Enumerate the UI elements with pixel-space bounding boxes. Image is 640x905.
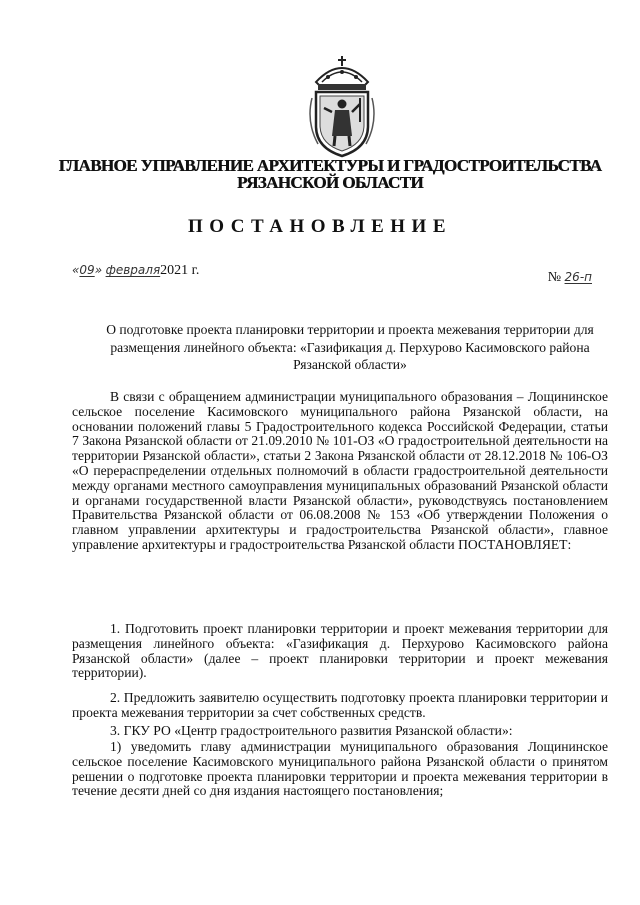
- clause-2: 2. Предложить заявителю осуществить подготовку проекта планировки территории и проекта межевания территории за счет собственных средств.: [72, 690, 608, 720]
- date-month: февраля: [105, 263, 161, 277]
- preamble-paragraph: В связи с обращением администрации муниципального образования – Лощининское сельское поселение Касимовского муниципального района Рязанской области, на основании положений главы 5 Градостроительного кодекса Российской Федерации, статьи 7 Закона Рязанской области от 21.09.2010 № 101-ОЗ «О градостроительной деятельности на территории Рязанской области», статьи 2 Закона Рязанской области от 28.12.2018 № 106-ОЗ «О перераспределении отдельных полномочий в области градостроительной деятельности между органами местного самоуправления муниципальных образований Рязанской области и органами государственной власти Рязанской области», руководствуясь постановлением Правительства Рязанской области от 06.08.2008 № 153 «Об утверждении Положения о главном управлении архитектуры и градостроительства Рязанской области», главное управление архитектуры и градостроительства Рязанской области ПОСТАНОВЛЯЕТ:: [72, 389, 608, 552]
- number-value: 26-п: [564, 270, 592, 284]
- organization-name-line1: ГЛАВНОЕ УПРАВЛЕНИЕ АРХИТЕКТУРЫ И ГРАДОСТРОИТЕЛЬСТВА: [58, 156, 602, 175]
- document-number: [548, 270, 592, 286]
- coat-of-arms-icon: [302, 52, 382, 160]
- date-close-quote: »: [94, 263, 103, 277]
- date-day: 09: [79, 263, 95, 277]
- clause-3: 3. ГКУ РО «Центр градостроительного развития Рязанской области»:: [110, 723, 513, 738]
- date-open-quote: «: [72, 263, 80, 277]
- date-year: 2021 г.: [160, 263, 200, 278]
- number-prefix: №: [547, 270, 562, 285]
- clause-1: 1. Подготовить проект планировки территории и проект межевания территории для размещения линейного объекта: «Газификация д. Перхурово Касимовского района Рязанской области» (далее – проект планировки территории и проект межевания территории).: [72, 621, 608, 681]
- document-type-title: ПОСТАНОВЛЕНИЕ: [187, 216, 453, 237]
- organization-name-line2: РЯЗАНСКОЙ ОБЛАСТИ: [237, 173, 423, 192]
- clause-3-subitem-1: 1) уведомить главу администрации муниципального образования Лощининское сельское поселение Касимовского муниципального района Рязанской области о принятом решении о подготовке проекта планировки территории и проекта межевания территории в течение десяти дней со дня издания настоящего постановления;: [72, 739, 608, 799]
- document-date: [72, 263, 199, 279]
- document-subject: О подготовке проекта планировки территории и проекта межевания территории для размещения линейного объекта: «Газификация д. Перхурово Касимовского района Рязанской области»: [106, 322, 594, 372]
